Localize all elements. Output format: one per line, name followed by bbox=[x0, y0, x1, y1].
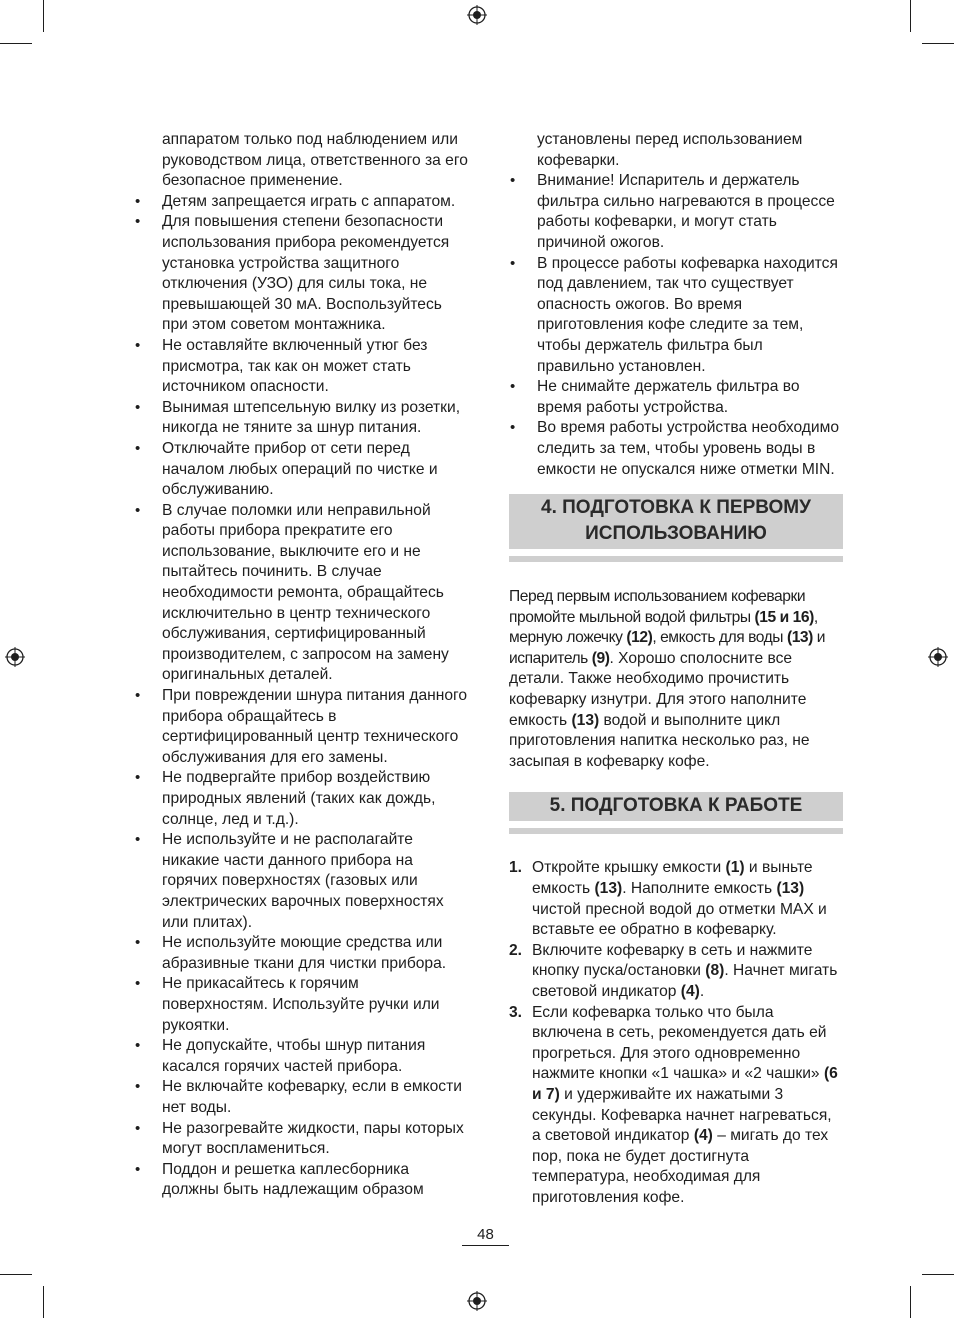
step-item bbox=[509, 941, 843, 1003]
safety-list bbox=[134, 192, 468, 1201]
part-reference: (4) bbox=[680, 983, 700, 1000]
list-item: • Не снимайте держатель фильтра во время работы устройства. bbox=[509, 377, 843, 418]
list-item: • В случае поломки или неправильной работы прибора прекратите его использование, выключите его и не пытайтесь починить. В случае необходимости ремонта, обращайтесь исключительно в центр технического обслуживания, сертифицированный производителем, с запросом на замену оригинальных деталей. bbox=[134, 501, 468, 686]
part-reference: (12) bbox=[626, 629, 653, 647]
section-heading: 4. ПОДГОТОВКА К ПЕРВОМУ ИСПОЛЬЗОВАНИЮ bbox=[509, 494, 843, 549]
list-item: • Внимание! Испаритель и держатель фильтра сильно нагреваются в процессе работы кофеварки, и могут стать причиной ожогов. bbox=[509, 171, 843, 253]
list-item: • Для повышения степени безопасности использования прибора рекомендуется установка устройства защитного отключения (УЗО) для силы тока, не превышающей 30 мА. Воспользуйтесь при этом советом монтажника. bbox=[134, 212, 468, 336]
steps-list bbox=[509, 858, 843, 1208]
step-item bbox=[509, 858, 843, 940]
text-run: Откройте крышку емкости bbox=[532, 859, 726, 877]
part-reference: (4) bbox=[693, 1127, 713, 1145]
list-item: • Не используйте моющие средства или абразивные ткани для чистки прибора. bbox=[134, 933, 468, 974]
crop-mark bbox=[910, 1286, 911, 1318]
step-number: 1. bbox=[509, 859, 523, 877]
text-run: . Хорошо сполосните все детали. Также необходимо прочистить кофеварку изнутри. Для этого наполните емкость bbox=[509, 649, 807, 729]
list-item: • Не используйте и не располагайте никакие части данного прибора на горячих поверхностях (газовых или электрических варочных поверхностях или плитах). bbox=[134, 830, 468, 933]
part-reference: (1) bbox=[725, 859, 745, 877]
part-reference: (15 и 16) bbox=[754, 608, 814, 626]
text-run: Перед первым использованием кофеварки промойте мыльной водой фильтры bbox=[509, 588, 806, 626]
continued-text: установлены перед использованием кофеварки. bbox=[537, 131, 803, 169]
step-number: 3. bbox=[509, 1003, 523, 1021]
text-run: и удерживайте их нажатыми 3 секунды. Кофеварка начнет нагреваться, а световой индикатор bbox=[532, 1085, 832, 1145]
left-column bbox=[134, 130, 468, 1201]
section-4-paragraph bbox=[509, 587, 843, 772]
list-item: • Детям запрещается играть с аппаратом. bbox=[134, 192, 468, 213]
part-reference: (8) bbox=[705, 962, 725, 980]
right-column bbox=[509, 130, 843, 1209]
crop-mark bbox=[922, 43, 954, 44]
list-item: • Вынимая штепсельную вилку из розетки, никогда не тяните за шнур питания. bbox=[134, 398, 468, 439]
text-run: и выньте емкость bbox=[532, 859, 813, 898]
text-run: Если кофеварка только что была включена в сеть, рекомендуется дать ей прогреться. Для этого одновременно нажмите кнопки «1 чашка» и «2 чашки» bbox=[532, 1003, 827, 1083]
registration-mark-icon bbox=[5, 647, 25, 667]
text-run: водой и выполните цикл приготовления напитка несколько раз, не засыпая в кофеварку кофе. bbox=[509, 711, 810, 770]
part-reference: (13) bbox=[571, 711, 600, 729]
part-reference: (13) bbox=[776, 880, 805, 898]
text-run: Включите кофеварку в сеть и нажмите кнопку пуска/остановки bbox=[532, 941, 813, 980]
crop-mark bbox=[43, 0, 44, 32]
list-item: • Не прикасайтесь к горячим поверхностям. Используйте ручки или рукоятки. bbox=[134, 974, 468, 1036]
part-reference: (6 и 7) bbox=[532, 1065, 838, 1103]
section-4 bbox=[509, 494, 843, 562]
section-heading: 5. ПОДГОТОВКА К РАБОТЕ bbox=[509, 792, 843, 821]
crop-mark bbox=[0, 43, 32, 44]
list-item: • Не допускайте, чтобы шнур питания касался горячих частей прибора. bbox=[134, 1036, 468, 1077]
heading-rule bbox=[509, 828, 843, 834]
text-run: . bbox=[699, 983, 705, 1000]
text-run: , мерную ложечку bbox=[509, 608, 818, 647]
section-5 bbox=[509, 792, 843, 834]
registration-mark-icon bbox=[467, 1291, 487, 1311]
list-item: • Отключайте прибор от сети перед началом любых операций по чистке и обслуживанию. bbox=[134, 439, 468, 501]
list-item: • Не разогревайте жидкости, пары которых могут воспламениться. bbox=[134, 1119, 468, 1160]
list-item: • В процессе работы кофеварка находится под давлением, так что существует опасность ожогов. Во время приготовления кофе следите за тем, чтобы держатель фильтра был правильно установлен. bbox=[509, 254, 843, 378]
list-item: • Во время работы устройства необходимо следить за тем, чтобы уровень воды в емкости не опускался ниже отметки MIN. bbox=[509, 418, 843, 480]
crop-mark bbox=[0, 1274, 32, 1275]
registration-mark-icon bbox=[928, 647, 948, 667]
list-item: • Не подвергайте прибор воздействию природных явлений (таких как дождь, солнце, лед и т.д.). bbox=[134, 768, 468, 830]
text-run: . Наполните емкость bbox=[622, 880, 777, 898]
list-item: • При повреждении шнура питания данного прибора обращайтесь в сертифицированный центр технического обслуживания для его замены. bbox=[134, 686, 468, 768]
continued-text: аппаратом только под наблюдением или руководством лица, ответственного за его безопасное применение. bbox=[162, 131, 468, 190]
part-reference: (13) bbox=[786, 629, 813, 647]
part-reference: (13) bbox=[594, 880, 623, 898]
step-item bbox=[509, 1003, 843, 1209]
step-number: 2. bbox=[509, 941, 523, 959]
safety-list bbox=[509, 171, 843, 480]
crop-mark bbox=[922, 1274, 954, 1275]
crop-mark bbox=[43, 1286, 44, 1318]
list-item: • Поддон и решетка каплесборника должны быть надлежащим образом bbox=[134, 1160, 468, 1201]
text-run: , емкость для воды bbox=[652, 629, 787, 647]
list-item: • Не включайте кофеварку, если в емкости нет воды. bbox=[134, 1077, 468, 1118]
text-run: чистой пресной водой до отметки MAX и вставьте ее обратно в кофеварку. bbox=[532, 900, 827, 939]
crop-mark bbox=[910, 0, 911, 32]
registration-mark-icon bbox=[467, 5, 487, 25]
part-reference: (9) bbox=[591, 649, 610, 667]
text-run: . Начнет мигать световой индикатор bbox=[532, 962, 838, 1000]
text-run: и испаритель bbox=[509, 629, 826, 667]
list-item: • Не оставляйте включенный утюг без присмотра, так как он может стать источником опасности. bbox=[134, 336, 468, 398]
page-number: 48 bbox=[462, 1226, 509, 1246]
text-run: – мигать до тех пор, пока не будет достигнута температура, необходимая для приготовления кофе. bbox=[532, 1127, 829, 1206]
heading-rule bbox=[509, 556, 843, 562]
